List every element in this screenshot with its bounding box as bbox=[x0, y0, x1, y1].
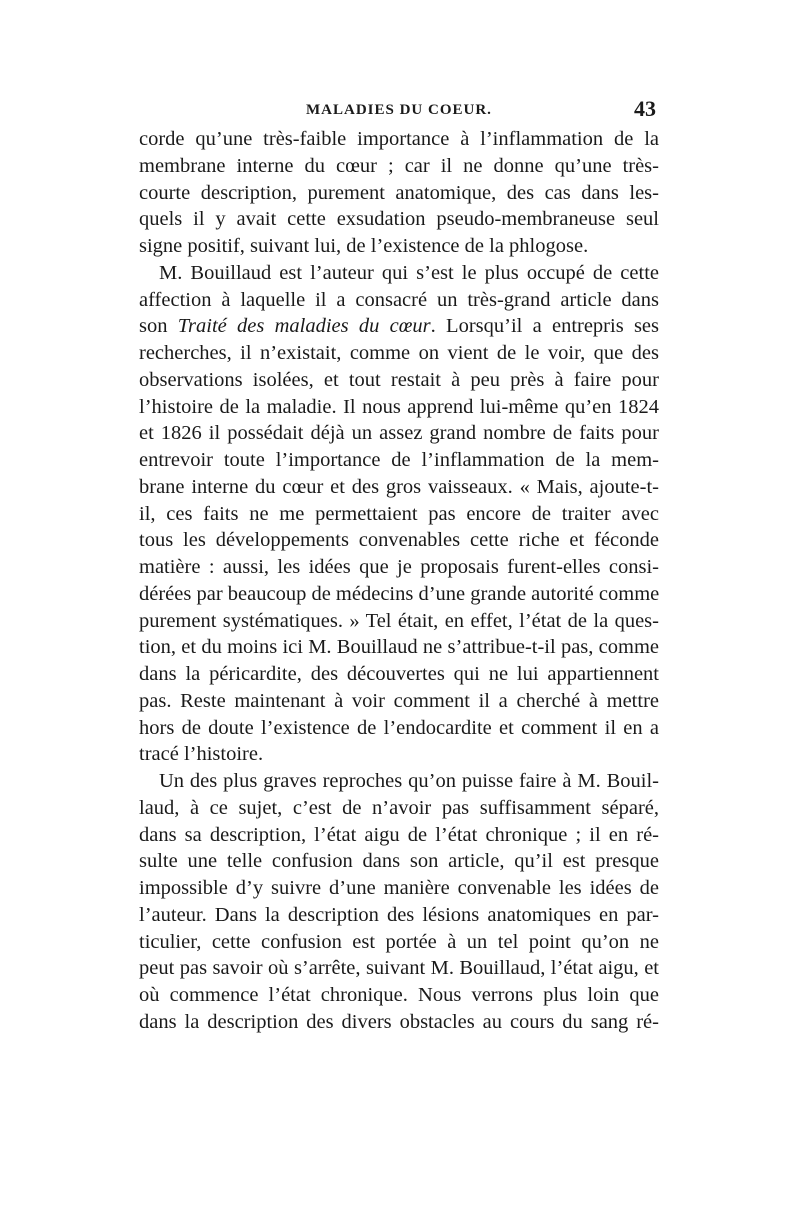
text-line: ticulier, cette confusion est portée à un tel point qu’on ne bbox=[139, 930, 659, 953]
text-line: sulte une telle confusion dans son article, qu’il est presque bbox=[139, 850, 659, 873]
text-line: laud, à ce sujet, c’est de n’avoir pas suffisamment séparé, bbox=[139, 796, 659, 819]
text-line: purement systématiques. » Tel était, en effet, l’état de la ques- bbox=[139, 609, 659, 632]
text-line: signe positif, suivant lui, de l’existence de la phlogose. bbox=[139, 235, 589, 257]
text-line: recherches, il n’existait, comme on vient de le voir, que des bbox=[139, 342, 659, 364]
running-title: MALADIES DU COEUR. bbox=[306, 102, 492, 118]
paragraph-start-line: Un des plus graves reproches qu’on puisse faire à M. Bouil- bbox=[159, 770, 659, 792]
text-line: dans la péricardite, des découvertes qui ne lui appartiennent bbox=[139, 663, 659, 685]
text-line: hors de doute l’existence de l’endocardite et comment il en a bbox=[139, 716, 659, 739]
text-line: dans sa description, l’état aigu de l’état chronique ; il en ré- bbox=[139, 823, 659, 846]
text-fragment: son bbox=[139, 315, 178, 338]
text-line: il, ces faits ne me permettaient pas encore de traiter avec bbox=[139, 502, 659, 525]
running-head bbox=[138, 96, 658, 122]
text-line: observations isolées, et tout restait à peu près à faire pour bbox=[139, 368, 659, 391]
text-line: courte description, purement anatomique, des cas dans les- bbox=[139, 181, 659, 204]
text-line: tion, et du moins ici M. Bouillaud ne s’attribue-t-il pas, comme bbox=[139, 636, 659, 659]
book-title-italic: Traité des maladies du cœur bbox=[177, 315, 431, 338]
text-line: tracé l’histoire. bbox=[139, 743, 264, 766]
paragraph-start-line: M. Bouillaud est l’auteur qui s’est le plus occupé de cette bbox=[159, 261, 659, 284]
text-line: tous les développements convenables cette riche et féconde bbox=[139, 529, 659, 552]
page-number: 43 bbox=[634, 96, 656, 121]
text-line: pas. Reste maintenant à voir comment il a cherché à mettre bbox=[139, 689, 659, 712]
text-line: impossible d’y suivre d’une manière convenable les idées de bbox=[139, 877, 659, 899]
text-line-with-title bbox=[139, 313, 659, 340]
text-line: membrane interne du cœur ; car il ne donne qu’une très- bbox=[139, 154, 659, 177]
text-line: dérées par beaucoup de médecins d’une grande autorité comme bbox=[139, 582, 659, 605]
text-fragment: . Lorsqu’il a entrepris ses bbox=[430, 315, 659, 338]
text-line: quels il y avait cette exsudation pseudo-membraneuse seul bbox=[139, 208, 659, 231]
body-text bbox=[139, 126, 659, 1036]
text-line: affection à laquelle il a consacré un très-grand article dans bbox=[139, 288, 659, 311]
text-line: matière : aussi, les idées que je proposais furent-elles consi- bbox=[139, 556, 659, 578]
text-line: et 1826 il possédait déjà un assez grand nombre de faits pour bbox=[139, 422, 659, 445]
text-line: l’histoire de la maladie. Il nous apprend lui-même qu’en 1824 bbox=[139, 395, 659, 418]
text-line: corde qu’une très-faible importance à l’inflammation de la bbox=[139, 128, 659, 150]
text-line: l’auteur. Dans la description des lésions anatomiques en par- bbox=[139, 903, 659, 926]
text-line: où commence l’état chronique. Nous verrons plus loin que bbox=[139, 984, 659, 1006]
text-line: dans la description des divers obstacles au cours du sang ré- bbox=[139, 1010, 659, 1033]
text-line: brane interne du cœur et des gros vaisseaux. « Mais, ajoute-t- bbox=[139, 475, 659, 498]
text-line: peut pas savoir où s’arrête, suivant M. Bouillaud, l’état aigu, et bbox=[139, 957, 659, 980]
text-line: entrevoir toute l’importance de l’inflammation de la mem- bbox=[139, 449, 659, 471]
